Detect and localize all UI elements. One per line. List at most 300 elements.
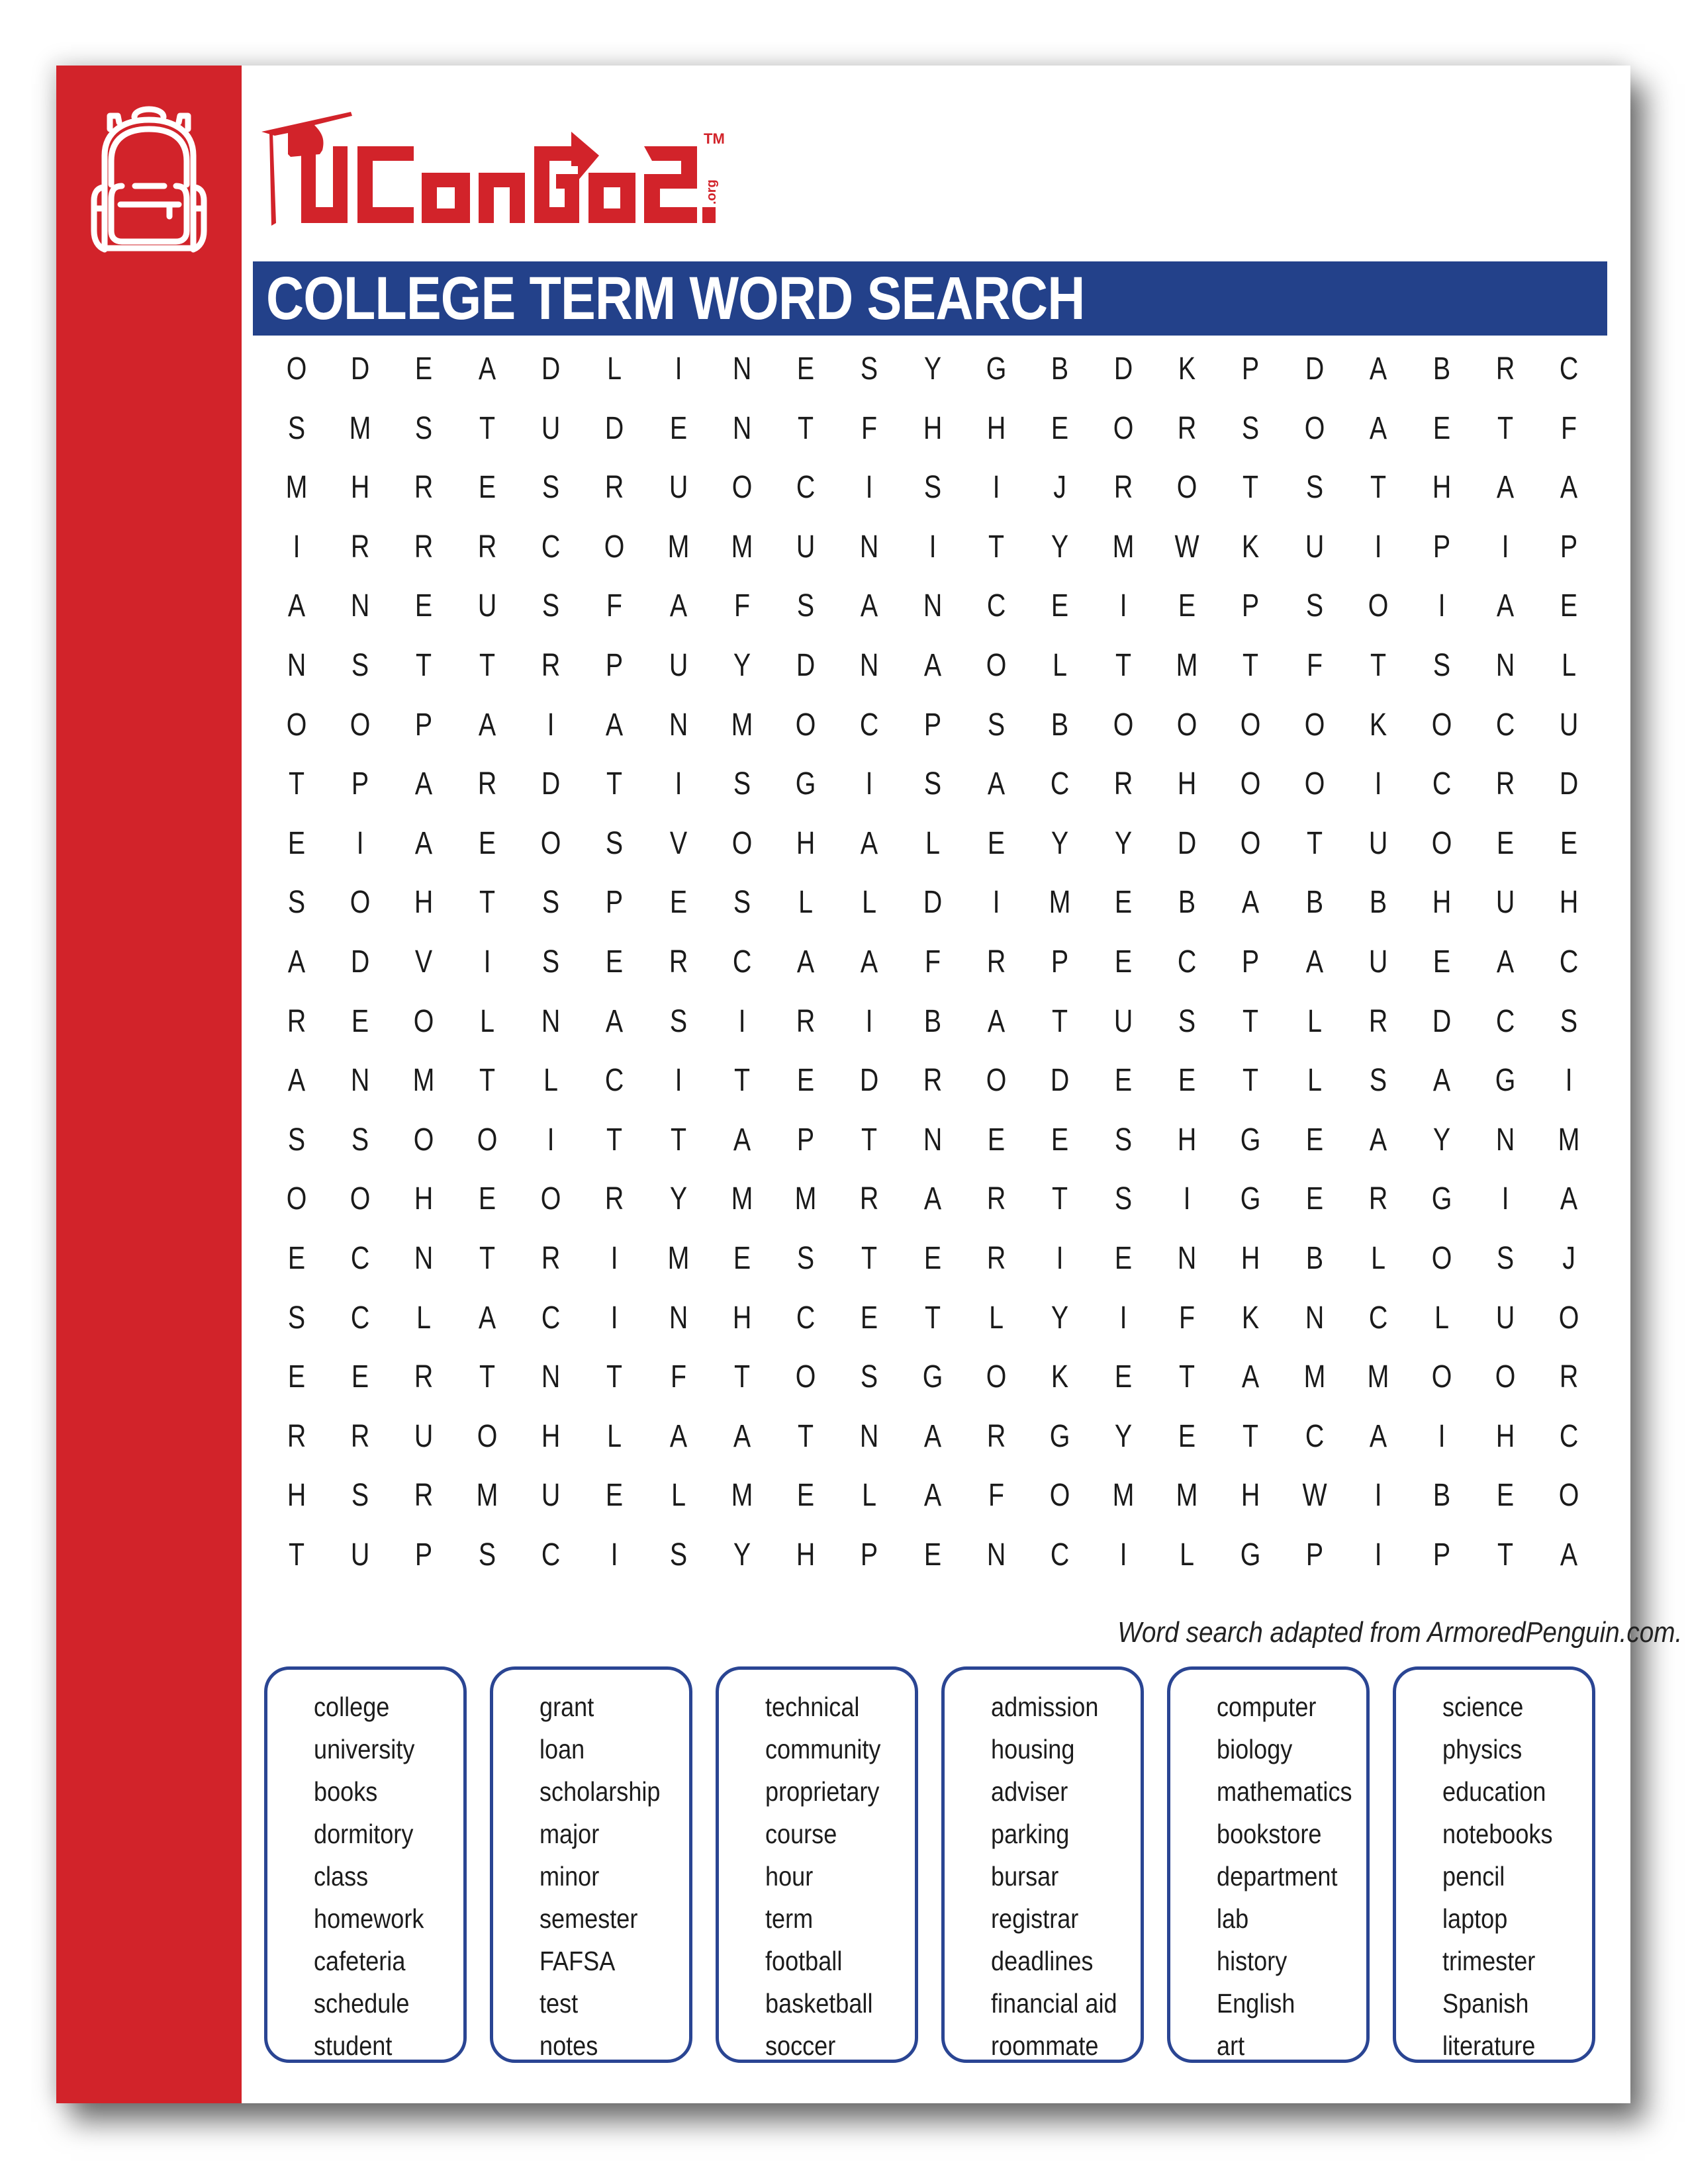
grid-letter[interactable]: P [796,1122,814,1158]
grid-letter[interactable]: M [1176,1478,1198,1514]
grid-letter[interactable]: N [859,1418,879,1454]
grid-letter[interactable]: I [1374,1537,1382,1572]
grid-letter[interactable]: E [796,1063,814,1099]
grid-letter[interactable]: N [986,1537,1006,1572]
grid-letter[interactable]: E [1051,410,1069,446]
grid-letter[interactable]: H [1178,1122,1197,1158]
grid-letter[interactable]: T [479,1240,496,1276]
grid-letter[interactable]: T [1179,1359,1196,1395]
grid-letter[interactable]: A [860,944,878,979]
grid-letter[interactable]: A [923,1478,942,1514]
grid-letter[interactable]: O [1431,1240,1452,1276]
grid-letter[interactable]: S [860,1359,878,1395]
grid-letter[interactable]: N [732,351,751,387]
grid-letter[interactable]: A [1369,1418,1387,1454]
grid-letter[interactable]: D [1305,351,1324,387]
grid-letter[interactable]: N [669,707,688,743]
grid-letter[interactable]: S [1496,1240,1514,1276]
grid-letter[interactable]: A [415,825,433,861]
grid-letter[interactable]: P [352,766,369,802]
grid-letter[interactable]: U [1559,707,1579,743]
grid-letter[interactable]: A [479,707,496,743]
grid-letter[interactable]: H [287,1478,306,1514]
grid-letter[interactable]: D [923,885,943,921]
grid-letter[interactable]: G [922,1359,943,1395]
grid-letter[interactable]: E [1305,1122,1323,1158]
grid-letter[interactable]: E [287,825,306,861]
grid-letter[interactable]: L [671,1478,686,1514]
grid-letter[interactable]: O [1113,707,1134,743]
grid-letter[interactable]: A [987,766,1006,802]
grid-letter[interactable]: O [477,1122,498,1158]
grid-letter[interactable]: S [860,351,878,387]
grid-letter[interactable]: R [859,1181,879,1217]
grid-letter[interactable]: O [1177,707,1197,743]
grid-letter[interactable]: R [1368,1181,1387,1217]
grid-letter[interactable]: G [795,766,816,802]
grid-letter[interactable]: U [1368,825,1387,861]
grid-letter[interactable]: B [923,1003,942,1039]
grid-letter[interactable]: T [1370,470,1386,506]
grid-letter[interactable]: R [1368,1003,1387,1039]
grid-letter[interactable]: E [606,1478,624,1514]
grid-letter[interactable]: H [1432,885,1451,921]
grid-letter[interactable]: M [1049,885,1071,921]
grid-letter[interactable]: S [1115,1181,1133,1217]
grid-letter[interactable]: R [350,1418,370,1454]
grid-letter[interactable]: N [541,1003,561,1039]
grid-letter[interactable]: H [541,1418,561,1454]
grid-letter[interactable]: N [350,1063,370,1099]
grid-letter[interactable]: C [1495,707,1515,743]
grid-letter[interactable]: M [1176,647,1198,683]
grid-letter[interactable]: R [414,1478,434,1514]
grid-letter[interactable]: O [1431,707,1452,743]
grid-letter[interactable]: I [1374,1478,1382,1514]
grid-letter[interactable]: S [287,410,306,446]
grid-letter[interactable]: H [1241,1478,1260,1514]
grid-letter[interactable]: L [543,1063,559,1099]
grid-letter[interactable]: E [923,1537,942,1572]
grid-letter[interactable]: H [1559,885,1579,921]
grid-letter[interactable]: E [1496,825,1514,861]
grid-letter[interactable]: E [1432,410,1450,446]
grid-letter[interactable]: E [352,1359,369,1395]
grid-letter[interactable]: I [611,1300,618,1336]
grid-letter[interactable]: S [352,647,369,683]
grid-letter[interactable]: N [1495,647,1515,683]
grid-letter[interactable]: P [606,885,624,921]
grid-letter[interactable]: T [797,1418,814,1454]
grid-letter[interactable]: O [1241,707,1261,743]
grid-letter[interactable]: T [924,1300,941,1336]
grid-letter[interactable]: E [1115,944,1133,979]
grid-letter[interactable]: O [1431,825,1452,861]
grid-letter[interactable]: E [669,885,687,921]
grid-letter[interactable]: A [1369,351,1387,387]
grid-letter[interactable]: E [479,1181,496,1217]
grid-letter[interactable]: F [670,1359,686,1395]
grid-letter[interactable]: M [731,707,753,743]
grid-letter[interactable]: S [542,470,560,506]
grid-letter[interactable]: H [414,885,434,921]
grid-letter[interactable]: P [1242,944,1260,979]
grid-letter[interactable]: N [350,588,370,624]
grid-letter[interactable]: B [1305,885,1323,921]
grid-letter[interactable]: L [1370,1240,1385,1276]
grid-letter[interactable]: G [986,351,1007,387]
grid-letter[interactable]: A [1560,470,1578,506]
grid-letter[interactable]: T [670,1122,686,1158]
grid-letter[interactable]: T [988,529,1005,565]
grid-letter[interactable]: D [350,351,370,387]
grid-letter[interactable]: N [859,529,879,565]
grid-letter[interactable]: A [1242,885,1260,921]
grid-letter[interactable]: O [1241,766,1261,802]
grid-letter[interactable]: B [1369,885,1387,921]
grid-letter[interactable]: R [541,647,561,683]
grid-letter[interactable]: L [1307,1003,1322,1039]
grid-letter[interactable]: A [669,588,687,624]
grid-letter[interactable]: R [414,470,434,506]
grid-letter[interactable]: T [861,1122,877,1158]
grid-letter[interactable]: S [415,410,433,446]
grid-letter[interactable]: I [611,1240,618,1276]
grid-letter[interactable]: I [865,766,873,802]
grid-letter[interactable]: T [733,1359,750,1395]
grid-letter[interactable]: S [542,588,560,624]
grid-letter[interactable]: E [987,1122,1006,1158]
grid-letter[interactable]: E [1305,1181,1323,1217]
grid-letter[interactable]: S [479,1537,496,1572]
grid-letter[interactable]: A [287,588,306,624]
grid-letter[interactable]: P [415,707,433,743]
grid-letter[interactable]: R [1114,766,1133,802]
grid-letter[interactable]: O [286,351,307,387]
grid-letter[interactable]: S [669,1003,687,1039]
grid-letter[interactable]: V [669,825,687,861]
grid-letter[interactable]: H [1495,1418,1515,1454]
grid-letter[interactable]: E [287,1240,306,1276]
grid-letter[interactable]: K [1051,1359,1069,1395]
grid-letter[interactable]: U [669,470,688,506]
grid-letter[interactable]: T [1243,470,1259,506]
grid-letter[interactable]: R [478,766,497,802]
grid-letter[interactable]: I [1565,1063,1573,1099]
grid-letter[interactable]: P [1242,588,1260,624]
grid-letter[interactable]: I [1056,1240,1064,1276]
grid-letter[interactable]: B [1051,351,1069,387]
grid-letter[interactable]: I [992,470,1000,506]
grid-letter[interactable]: I [738,1003,746,1039]
grid-letter[interactable]: H [986,410,1006,446]
grid-letter[interactable]: H [1432,470,1451,506]
grid-letter[interactable]: T [606,1359,623,1395]
grid-letter[interactable]: P [1432,1537,1450,1572]
grid-letter[interactable]: A [287,944,306,979]
grid-letter[interactable]: A [606,707,624,743]
grid-letter[interactable]: S [1115,1122,1133,1158]
grid-letter[interactable]: R [1178,410,1197,446]
grid-letter[interactable]: F [733,588,750,624]
grid-letter[interactable]: E [1115,885,1133,921]
grid-letter[interactable]: O [795,707,816,743]
grid-letter[interactable]: A [1369,410,1387,446]
grid-letter[interactable]: S [1242,410,1260,446]
grid-letter[interactable]: E [733,1240,751,1276]
grid-letter[interactable]: C [1178,944,1197,979]
grid-letter[interactable]: R [541,1240,561,1276]
grid-letter[interactable]: T [606,1122,623,1158]
grid-letter[interactable]: A [1560,1537,1578,1572]
grid-letter[interactable]: G [1049,1418,1070,1454]
grid-letter[interactable]: L [1307,1063,1322,1099]
grid-letter[interactable]: O [986,1359,1007,1395]
grid-letter[interactable]: N [859,647,879,683]
grid-letter[interactable]: O [1304,766,1325,802]
grid-letter[interactable]: S [1369,1063,1387,1099]
grid-letter[interactable]: E [1051,588,1069,624]
grid-letter[interactable]: O [1558,1300,1579,1336]
grid-letter[interactable]: E [923,1240,942,1276]
grid-letter[interactable]: S [923,470,942,506]
grid-letter[interactable]: R [796,1003,816,1039]
grid-letter[interactable]: C [541,529,561,565]
grid-letter[interactable]: D [1559,766,1579,802]
grid-letter[interactable]: T [1243,1063,1259,1099]
grid-letter[interactable]: S [287,1122,306,1158]
grid-letter[interactable]: D [350,944,370,979]
grid-letter[interactable]: N [1495,1122,1515,1158]
grid-letter[interactable]: S [796,1240,814,1276]
grid-letter[interactable]: O [604,529,625,565]
grid-letter[interactable]: S [542,885,560,921]
grid-letter[interactable]: O [1049,1478,1070,1514]
grid-letter[interactable]: L [1561,647,1576,683]
grid-letter[interactable]: W [1174,529,1199,565]
grid-letter[interactable]: T [289,766,305,802]
grid-letter[interactable]: T [479,1359,496,1395]
grid-letter[interactable]: T [733,1063,750,1099]
grid-letter[interactable]: A [479,1300,496,1336]
grid-letter[interactable]: O [286,1181,307,1217]
grid-letter[interactable]: Y [1115,1418,1133,1454]
grid-letter[interactable]: O [413,1003,434,1039]
grid-letter[interactable]: R [1114,470,1133,506]
grid-letter[interactable]: N [1178,1240,1197,1276]
grid-letter[interactable]: E [1496,1478,1514,1514]
grid-letter[interactable]: T [479,410,496,446]
grid-letter[interactable]: R [605,470,624,506]
grid-letter[interactable]: I [992,885,1000,921]
grid-letter[interactable]: T [416,647,432,683]
grid-letter[interactable]: G [1241,1537,1261,1572]
grid-letter[interactable]: U [350,1537,370,1572]
grid-letter[interactable]: T [1243,647,1259,683]
grid-letter[interactable]: P [860,1537,878,1572]
grid-letter[interactable]: O [1241,825,1261,861]
grid-letter[interactable]: L [861,885,876,921]
grid-letter[interactable]: I [1374,529,1382,565]
grid-letter[interactable]: Y [669,1181,687,1217]
grid-letter[interactable]: E [987,825,1006,861]
grid-letter[interactable]: S [923,766,942,802]
grid-letter[interactable]: S [733,766,751,802]
grid-letter[interactable]: C [796,1300,816,1336]
grid-letter[interactable]: I [675,1063,682,1099]
grid-letter[interactable]: E [796,351,814,387]
grid-letter[interactable]: S [287,1300,306,1336]
grid-letter[interactable]: H [350,470,370,506]
grid-letter[interactable]: U [1305,529,1324,565]
grid-letter[interactable]: I [865,470,873,506]
grid-letter[interactable]: M [667,529,689,565]
grid-letter[interactable]: F [1306,647,1323,683]
grid-letter[interactable]: T [1243,1418,1259,1454]
grid-letter[interactable]: B [1432,351,1450,387]
grid-letter[interactable]: T [479,1063,496,1099]
grid-letter[interactable]: P [1051,944,1069,979]
grid-letter[interactable]: O [1368,588,1388,624]
grid-letter[interactable]: O [286,707,307,743]
grid-letter[interactable]: L [989,1300,1004,1336]
grid-letter[interactable]: D [541,766,561,802]
grid-letter[interactable]: S [1305,588,1323,624]
grid-letter[interactable]: O [731,470,753,506]
grid-letter[interactable]: K [1242,529,1260,565]
grid-letter[interactable]: U [541,1478,561,1514]
grid-letter[interactable]: O [350,885,371,921]
grid-letter[interactable]: E [1178,1063,1196,1099]
grid-letter[interactable]: S [987,707,1006,743]
grid-letter[interactable]: P [1305,1537,1323,1572]
grid-letter[interactable]: M [731,1478,753,1514]
grid-letter[interactable]: P [1432,529,1450,565]
grid-letter[interactable]: E [1051,1122,1069,1158]
grid-letter[interactable]: M [731,529,753,565]
grid-letter[interactable]: D [859,1063,879,1099]
grid-letter[interactable]: U [1495,885,1515,921]
grid-letter[interactable]: M [285,470,308,506]
grid-letter[interactable]: H [414,1181,434,1217]
grid-letter[interactable]: H [732,1300,751,1336]
grid-letter[interactable]: V [415,944,433,979]
grid-letter[interactable]: T [1115,647,1132,683]
grid-letter[interactable]: O [350,707,371,743]
grid-letter[interactable]: I [483,944,491,979]
grid-letter[interactable]: K [1242,1300,1260,1336]
grid-letter[interactable]: A [1242,1359,1260,1395]
grid-letter[interactable]: O [413,1122,434,1158]
grid-letter[interactable]: N [923,588,943,624]
grid-letter[interactable]: M [1558,1122,1580,1158]
grid-letter[interactable]: I [1119,588,1127,624]
grid-letter[interactable]: T [1243,1003,1259,1039]
grid-letter[interactable]: O [350,1181,371,1217]
grid-letter[interactable]: D [1432,1003,1451,1039]
grid-letter[interactable]: I [1438,588,1446,624]
grid-letter[interactable]: T [1497,1537,1513,1572]
grid-letter[interactable]: J [1053,470,1067,506]
grid-letter[interactable]: O [1177,470,1197,506]
grid-letter[interactable]: M [794,1181,817,1217]
grid-letter[interactable]: M [1112,1478,1135,1514]
grid-letter[interactable]: W [1301,1478,1327,1514]
grid-letter[interactable]: A [860,588,878,624]
grid-letter[interactable]: Y [1051,529,1069,565]
grid-letter[interactable]: C [1559,1418,1579,1454]
grid-letter[interactable]: I [611,1537,618,1572]
grid-letter[interactable]: E [1560,588,1578,624]
grid-letter[interactable]: U [669,647,688,683]
grid-letter[interactable]: A [1305,944,1323,979]
grid-letter[interactable]: D [1178,825,1197,861]
grid-letter[interactable]: D [796,647,816,683]
grid-letter[interactable]: P [923,707,942,743]
grid-letter[interactable]: M [476,1478,498,1514]
grid-letter[interactable]: E [415,588,433,624]
grid-letter[interactable]: R [1495,351,1515,387]
grid-letter[interactable]: S [542,944,560,979]
grid-letter[interactable]: E [1115,1063,1133,1099]
grid-letter[interactable]: A [987,1003,1006,1039]
grid-letter[interactable]: T [861,1240,877,1276]
grid-letter[interactable]: A [923,1181,942,1217]
grid-letter[interactable]: J [1562,1240,1575,1276]
grid-letter[interactable]: P [1242,351,1260,387]
grid-letter[interactable]: R [414,529,434,565]
grid-letter[interactable]: Y [923,351,942,387]
grid-letter[interactable]: A [733,1418,751,1454]
grid-letter[interactable]: F [924,944,941,979]
grid-letter[interactable]: S [352,1478,369,1514]
grid-letter[interactable]: R [350,529,370,565]
grid-letter[interactable]: R [287,1418,306,1454]
grid-letter[interactable]: Y [1115,825,1133,861]
grid-letter[interactable]: L [1434,1300,1449,1336]
grid-letter[interactable]: P [415,1537,433,1572]
grid-letter[interactable]: L [480,1003,495,1039]
grid-letter[interactable]: I [1501,1181,1509,1217]
grid-letter[interactable]: I [675,351,682,387]
grid-letter[interactable]: S [733,885,751,921]
grid-letter[interactable]: H [1241,1240,1260,1276]
grid-letter[interactable]: E [796,1478,814,1514]
grid-letter[interactable]: B [1432,1478,1450,1514]
grid-letter[interactable]: M [412,1063,435,1099]
grid-letter[interactable]: S [1560,1003,1578,1039]
grid-letter[interactable]: A [1369,1122,1387,1158]
grid-letter[interactable]: B [1305,1240,1323,1276]
grid-letter[interactable]: L [1180,1537,1195,1572]
grid-letter[interactable]: C [1559,351,1579,387]
grid-letter[interactable]: C [859,707,879,743]
grid-letter[interactable]: A [1496,588,1514,624]
grid-letter[interactable]: C [541,1537,561,1572]
grid-letter[interactable]: E [860,1300,878,1336]
grid-letter[interactable]: O [1495,1359,1516,1395]
grid-letter[interactable]: N [923,1122,943,1158]
grid-letter[interactable]: S [1178,1003,1196,1039]
grid-letter[interactable]: R [923,1063,943,1099]
grid-letter[interactable]: C [1368,1300,1387,1336]
grid-letter[interactable]: R [1495,766,1515,802]
grid-letter[interactable]: S [1432,647,1450,683]
grid-letter[interactable]: E [287,1359,306,1395]
grid-letter[interactable]: O [795,1359,816,1395]
grid-letter[interactable]: S [1305,470,1323,506]
grid-letter[interactable]: O [541,1181,561,1217]
